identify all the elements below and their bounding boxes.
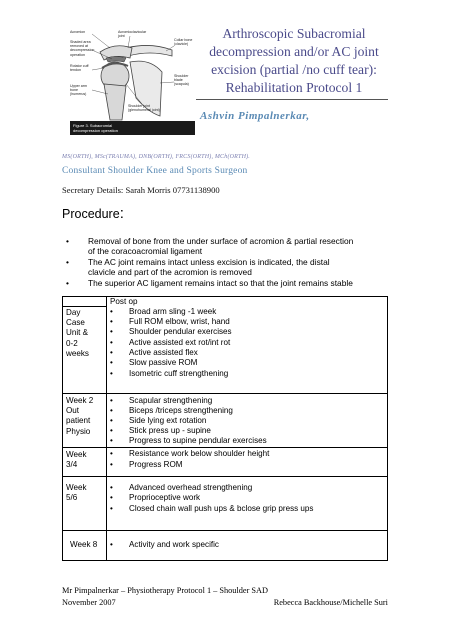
table-rule: [62, 530, 388, 531]
bullet-icon: •: [110, 416, 113, 425]
figure-caption: [70, 121, 195, 135]
exercise-text: Closed chain wall push ups & bclose grip press ups: [129, 504, 314, 513]
exercise-text: Active assisted flex: [129, 348, 198, 357]
title-line: excision (partial /no cuff tear):: [211, 62, 377, 77]
bullet-icon: •: [110, 504, 113, 513]
shoulder-anatomy-figure: [70, 28, 195, 135]
exercise-text: Stick press up - supine: [129, 426, 211, 435]
phase-text: Unit &: [66, 328, 89, 338]
bullet-icon: •: [110, 348, 113, 357]
bullet-text: Removal of bone from the under surface of acromion & partial resection: [88, 236, 354, 246]
figure-caption-line1: Figure 3. Subacromial: [73, 123, 113, 128]
bullet-icon: •: [110, 307, 113, 316]
document-title: [196, 25, 392, 97]
title-line: Rehabilitation Protocol 1: [225, 80, 363, 95]
phase-text: Case: [66, 318, 85, 328]
exercise-text: Full ROM elbow, wrist, hand: [129, 317, 230, 326]
exercise-text: Scapular strengthening: [129, 396, 213, 405]
footer-date: November 2007: [62, 598, 116, 607]
label-shoulder-joint: Shoulder joint (glenohumeral joint): [128, 104, 160, 113]
phase-cell: [66, 308, 89, 359]
label-shaded-area: Shaded area removed at decompression operation: [70, 40, 95, 57]
consultant-title: Consultant Shoulder Knee and Sports Surgeon: [62, 166, 248, 176]
rehab-protocol-table: [62, 296, 388, 561]
table-rule: [62, 393, 388, 394]
phase-cell: [66, 450, 87, 470]
exercise-text: Shoulder pendular exercises: [129, 327, 232, 336]
phase-cell: [70, 540, 97, 550]
bullet-icon: •: [66, 278, 69, 288]
title-divider: [196, 99, 388, 100]
phase-text: Physio: [66, 426, 91, 436]
exercise-text: Activity and work specific: [129, 540, 219, 549]
label-rotator-cuff: Rotator cuff tendon: [70, 64, 89, 73]
title-line: decompression and/or AC joint: [209, 44, 379, 59]
author-qualifications: MS(ORTH), MSc(TRAUMA), DNB(ORTH), FRCS(ORTH), MCh(ORTH).: [62, 154, 251, 160]
label-clavicle: Collar bone (clavicle): [174, 38, 193, 47]
exercise-text: Slow passive ROM: [129, 358, 198, 367]
bullet-icon: •: [110, 460, 113, 469]
footer-authors: Rebecca Backhouse/Michelle Suri: [273, 598, 388, 607]
author-name: Ashvin Pimpalnerkar,: [200, 110, 310, 122]
phase-text: weeks: [66, 348, 89, 358]
phase-text: 0-2: [66, 338, 78, 348]
page-footer: [62, 585, 388, 609]
label-acromion: Acromion: [70, 30, 86, 34]
label-humerus: Upper arm bone (humerus): [70, 84, 87, 97]
bullet-icon: •: [110, 358, 113, 367]
bullet-text: of the coracoacromial ligament: [88, 246, 203, 257]
exercise-text: Active assisted ext rot/int rot: [129, 338, 231, 347]
phase-text: Week 2: [66, 396, 94, 405]
table-rule: [62, 560, 388, 561]
procedure-heading: [62, 205, 124, 222]
bullet-text: clavicle and part of the acromion is removed: [88, 267, 252, 278]
phase-text: 5/6: [66, 493, 78, 503]
bullet-icon: •: [110, 327, 113, 336]
phase-text: Out: [66, 406, 80, 416]
bullet-text: The AC joint remains intact unless excision is indicated, the distal: [88, 257, 330, 267]
exercise-text: Proprioceptive work: [129, 493, 201, 502]
bullet-icon: •: [110, 493, 113, 502]
bullet-icon: •: [110, 406, 113, 415]
table-rule: [387, 296, 388, 561]
table-rule: [106, 296, 107, 561]
bullet-icon: •: [110, 426, 113, 435]
phase-text: Week: [66, 450, 87, 459]
footer-line1: Mr Pimpalnerkar – Physiotherapy Protocol 1 – Shoulder SAD: [62, 586, 269, 595]
phase-cell: [66, 396, 93, 437]
phase-text: Week: [66, 483, 87, 492]
exercise-text: Resistance work below shoulder height: [129, 449, 270, 458]
label-scapula: Shoulder blade (scapula): [174, 74, 189, 87]
figure-caption-line2: decompression operation: [73, 128, 118, 133]
secretary-details: Secretary Details: Sarah Morris 07731138900: [62, 185, 220, 195]
bullet-icon: •: [110, 436, 113, 445]
bullet-icon: •: [66, 257, 69, 267]
procedure-heading-colon: :: [119, 205, 124, 222]
table-rule: [62, 306, 106, 307]
exercise-text: Progress ROM: [129, 460, 183, 469]
bullet-icon: •: [110, 338, 113, 347]
bullet-icon: •: [110, 483, 113, 492]
exercise-text: Broad arm sling -1 week: [129, 307, 217, 316]
exercise-text: Biceps /triceps strengthening: [129, 406, 233, 415]
bullet-icon: •: [110, 449, 113, 458]
table-rule: [62, 296, 63, 561]
bullet-text: The superior AC ligament remains intact so that the joint remains stable: [88, 278, 353, 288]
exercise-text: Isometric cuff strengthening: [129, 369, 229, 378]
phase-cell: [66, 483, 87, 503]
bullet-icon: •: [110, 396, 113, 405]
phase-text: patient: [66, 416, 91, 426]
bullet-icon: •: [110, 369, 113, 378]
title-line: Arthroscopic Subacromial: [222, 26, 366, 41]
phase-text: Day: [66, 308, 81, 317]
bullet-icon: •: [66, 236, 69, 246]
bullet-icon: •: [110, 317, 113, 326]
exercise-text: Side lying ext rotation: [129, 416, 207, 425]
label-ac-joint: Acromioclavicular joint: [118, 30, 147, 39]
table-rule: [62, 447, 388, 448]
table-rule: [62, 476, 388, 477]
exercise-text: Progress to supine pendular exercises: [129, 436, 267, 445]
post-op-header: Post op: [110, 297, 138, 306]
phase-text: Week 8: [70, 540, 98, 549]
procedure-heading-text: Procedure: [62, 207, 120, 221]
bullet-icon: •: [110, 540, 113, 549]
exercise-text: Advanced overhead strengthening: [129, 483, 253, 492]
phase-text: 3/4: [66, 460, 78, 470]
